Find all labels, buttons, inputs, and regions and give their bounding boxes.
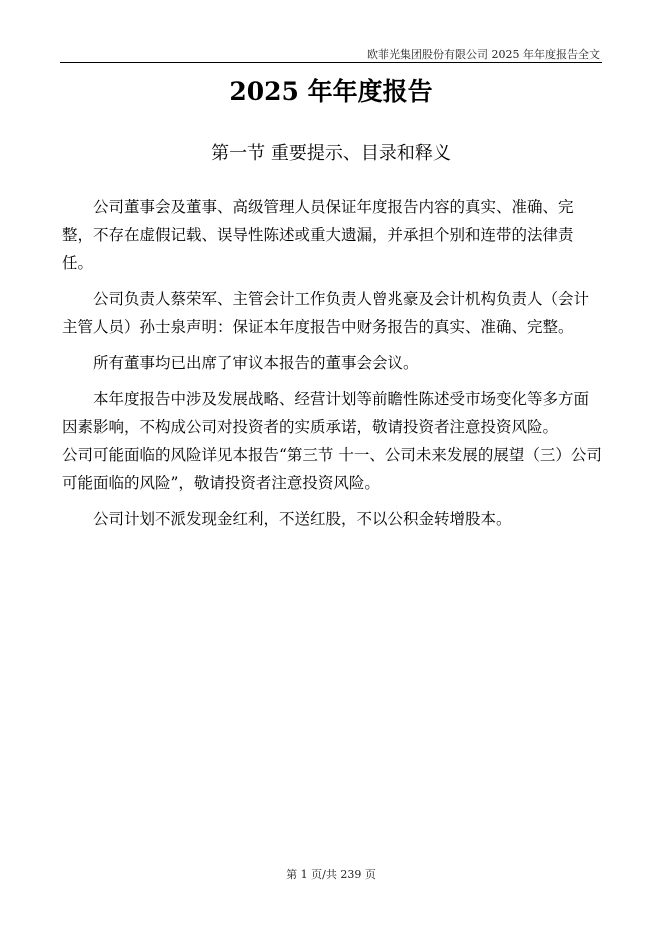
running-header: 欧菲光集团股份有限公司 2025 年年度报告全文 <box>367 48 600 61</box>
paragraph-risk-reference: 公司可能面临的风险详见本报告“第三节 十一、公司未来发展的展望（三）公司可能面临的风险”，敬请投资者注意投资风险。 <box>62 446 602 492</box>
section-heading: 第一节 重要提示、目录和释义 <box>211 143 451 164</box>
paragraph-responsible-persons: 公司负责人蔡荣军、主管会计工作负责人曾兆豪及会计机构负责人（会计主管人员）孙士泉声明：保证本年度报告中财务报告的真实、准确、完整。 <box>62 290 590 336</box>
body-text <box>62 193 602 541</box>
page-number: 第 1 页/共 239 页 <box>286 868 376 881</box>
report-title: 2025 年年度报告 <box>229 77 433 106</box>
header-divider <box>60 62 602 63</box>
paragraph-board-guarantee: 公司董事会及董事、高级管理人员保证年度报告内容的真实、准确、完整，不存在虚假记载、误导性陈述或重大遗漏，并承担个别和连带的法律责任。 <box>62 198 574 272</box>
paragraph-forward-looking: 本年度报告中涉及发展战略、经营计划等前瞻性陈述受市场变化等多方面因素影响，不构成公司对投资者的实质承诺，敬请投资者注意投资风险。 <box>62 390 590 436</box>
paragraph-board-attendance: 所有董事均已出席了审议本报告的董事会会议。 <box>93 354 419 372</box>
paragraph-dividend-plan: 公司计划不派发现金红利，不送红股，不以公积金转增股本。 <box>93 510 512 528</box>
